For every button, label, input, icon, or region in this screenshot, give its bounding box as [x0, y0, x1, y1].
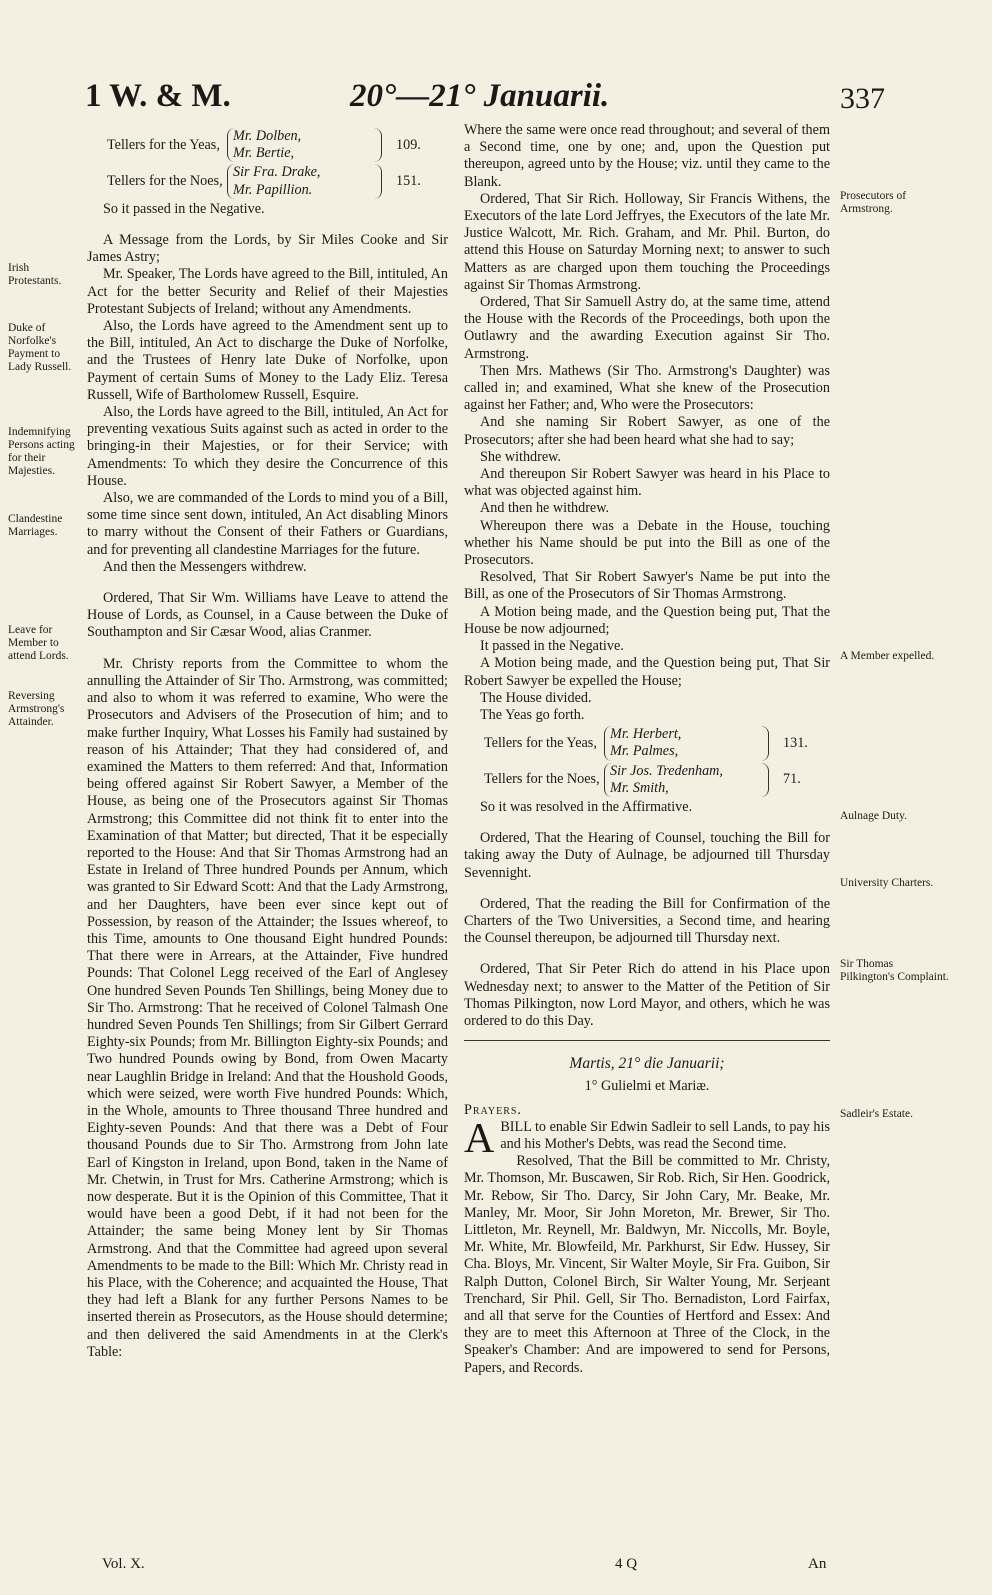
- paragraph: Ordered, That Sir Rich. Holloway, Sir Francis Withens, the Executors of the late Lord Jeffryes, the Executors of the late Mr. Justice Walcott, Mr. Rich. Graham, and Mr. Phil. Burton, do attend this House on Saturday Morning next; to answer to such Matters as are charged upon them touching the Proceedings against Sir Thomas Armstrong.: [464, 190, 830, 293]
- paragraph: She withdrew.: [480, 448, 562, 465]
- paragraph: Also, we are commanded of the Lords to mind you of a Bill, some time since sent down, intituled, An Act disabling Minors to marry without the Consent of their Fathers or Guardians, and for preventing all clandestine Marriages for the future.: [87, 490, 448, 558]
- page-number: 337: [840, 82, 885, 115]
- date-heading: Martis, 21° die Januarii;: [569, 1055, 725, 1073]
- margin-note-irish: Irish Protestants.: [8, 262, 62, 287]
- tellers-noes-1: Tellers for the Noes, Sir Fra. Drake, Mr. Papillion. 151.: [107, 164, 421, 198]
- paragraph: A Motion being made, and the Question being put, That Sir Robert Sawyer be expelled the House;: [464, 655, 830, 689]
- paragraph: Where the same were once read throughout; and several of them a Second time, one by one; and, upon the Question put thereupon, agreed unto by the House; viz. until they came to the Blank.: [464, 122, 830, 190]
- paragraph: Whereupon there was a Debate in the House, touching whether his Name should be put into the Bill as one of the Prosecutors.: [464, 517, 830, 569]
- page-header: [85, 78, 885, 118]
- left-column: [87, 126, 448, 1361]
- paragraph: And then he withdrew.: [480, 500, 610, 517]
- signature-mark: 4 Q: [615, 1556, 638, 1572]
- paragraph: A Message from the Lords, by Sir Miles Cooke and Sir James Astry;: [87, 232, 448, 266]
- margin-note-norfolke: Duke of Norfolke's Payment to Lady Russell.: [8, 322, 72, 373]
- paragraph: Ordered, That the Hearing of Counsel, touching the Bill for taking away the Duty of Aulnage, be adjourned till Thursday Sevennight.: [464, 830, 830, 881]
- margin-note-pilkington: Sir Thomas Pilkington's Complaint.: [840, 958, 949, 983]
- paragraph: So it passed in the Negative.: [103, 200, 265, 217]
- paragraph: Ordered, That Sir Wm. Williams have Leave to attend the House of Lords, as Counsel, in a Cause between the Duke of Southampton and Sir Cæsar Wood, alias Cranmer.: [87, 590, 448, 641]
- paragraph: Ordered, That Sir Peter Rich do attend in his Place upon Wednesday next; to answer to the Matter of the Petition of Sir Thomas Pilkington, now Lord Mayor, and others, which he was ordered to do this Day.: [464, 961, 830, 1029]
- paragraph: Mr. Speaker, The Lords have agreed to the Bill, intituled, An Act for the better Security and Relief of their Majesties Protestant Subjects of Ireland; without any Amendments.: [87, 266, 448, 317]
- paragraph: It passed in the Negative.: [480, 638, 624, 655]
- margin-note-leave: Leave for Member to attend Lords.: [8, 624, 69, 662]
- paragraph: Resolved, That the Bill be committed to Mr. Christy, Mr. Thomson, Mr. Buscawen, Sir Rob. Rich, Sir Hen. Goodrick, Mr. Rebow, Sir Tho. Darcy, Sir John Cary, Mr. Beake, Mr. Manley, Mr. Moor, Sir John Moreton, Mr. Brewer, Sir Tho. Littleton, Mr. Reynell, Mr. Baldwyn, Mr. Niccolls, Mr. Boyle, Mr. White, Mr. Blowfeild, Mr. Parkhurst, Sir Edw. Hussey, Sir Cha. Bloys, Mr. Vincent, Sir Walter Moyle, Sir Fra. Guibon, Sir Ralph Dutton, Colonel Birch, Sir Walter Young, Mr. Serjeant Trenchard, Sir Phil. Gell, Sir Tho. Bernadiston, Lord Fairfax, and all that serve for the Counties of Hertford and Essex: And they are to meet this Afternoon at Three of the Clock, in the Speaker's Chamber: And are impowered to send for Persons, Papers, and Records.: [464, 1153, 830, 1376]
- tellers-yeas-2: Tellers for the Yeas, Mr. Herbert, Mr. Palmes, 131.: [484, 726, 808, 760]
- header-date: 20°—21° Januarii.: [350, 78, 610, 114]
- paragraph: And then the Messengers withdrew.: [103, 558, 307, 575]
- margin-note-clandestine: Clandestine Marriages.: [8, 513, 63, 538]
- tellers-yeas-1: Tellers for the Yeas, Mr. Dolben, Mr. Bertie, 109.: [107, 128, 421, 162]
- prayers-heading: Prayers.: [464, 1101, 522, 1118]
- paragraph: Resolved, That Sir Robert Sawyer's Name be put into the Bill, as one of the Prosecutors of Sir Thomas Armstrong.: [464, 569, 830, 603]
- paragraph: Mr. Christy reports from the Committee to whom the annulling the Attainder of Sir Tho. Armstrong, was committed; and also to whom it was referred to examine, Who were the Prosecutors and Advisers of the Prosecution of him; and to make further Inquiry, What Losses his Family had sustained by reason of his Attainder; That they had considered of, and examined the Matters to them referred: And that, Information being offered against Sir Robert Sawyer, a Member of the House, as being one of the Prosecutors against Sir Thomas Armstrong; this Committee did not think fit to enter into the Examination of that Matter; but directed, That it be especially reported to the House: And that Sir Thomas Armstrong had an Estate in Ireland of Three hundred Pounds per Annum, which was granted to Sir Edward Scott: And that the Lady Armstrong, and her Daughters, have been ever since kept out of Possession, by reason of the Attainder; the Issues whereof, to this Time, amounts to One thousand Eight hundred Pounds: That there were in Arrears, at the Attainder, Five hundred Pounds: That Colonel Legg received of the Earl of Anglesey One hundred Seven Pounds Ten Shillings, being Money due to Sir Tho. Armstrong: That he received of Colonel Talmash One hundred Seven Pounds Ten Shillings; from Sir Gilbert Gerrard Eighty-six Pounds; from Mr. Billington Eighty-six Pounds; and Two hundred Pounds owing by Bond, from Owen Macarty near Laughlin Bridge in Ireland: And that the Houshold Goods, which were seized, were worth Five hundred Pounds: Which, in the Whole, amounts to Three thousand Three hundred and Eighty-seven Pounds: And that there was a Debt of Four thousand Pounds due to Sir Tho. Armstrong from John late Earl of Kingston in Ireland, upon Bond, taken in the Name of Mr. Chetwin, in Trust for Mrs. Catherine Armstrong; which is now desperate. But it is the Opinion of this Committee, That it would have been a good Debt, if it had not been for the Attainder; the same being Money lent by Sir Thomas Armstrong. And that the Committee had agreed upon several Amendments to be made to the Bill: Which Mr. Christy read in his Place, with the Coherence; and acquainted the House, That they had left a Blank for any further Persons Names to be inserted therein as Prosecutors, as the House should determine; and then delivered the said Amendments in at the Clerk's Table:: [87, 655, 448, 1360]
- paragraph: And she naming Sir Robert Sawyer, as one of the Prosecutors; after she had been heard what she had to say;: [464, 414, 830, 448]
- paragraph: Also, the Lords have agreed to the Bill, intituled, An Act for preventing vexatious Suits against such as acted in order to the bringing-in their Majesties, or for their Service; with Amendments: To which they desire the Concurrence of this House.: [87, 404, 448, 489]
- paragraph: Ordered, That the reading the Bill for Confirmation of the Charters of the Two Universities, a Second time, and hearing the Counsel thereupon, be adjourned till Thursday next.: [464, 895, 830, 947]
- paragraph: The House divided.: [480, 689, 592, 706]
- regnal-year: 1 W. & M.: [85, 78, 231, 114]
- margin-note-prosecutors: Prosecutors of Armstrong.: [840, 190, 907, 215]
- tellers-noes-2: Tellers for the Noes, Sir Jos. Tredenham, Mr. Smith, 71.: [484, 762, 801, 796]
- paragraph: A Motion being made, and the Question being put, That the House be now adjourned;: [464, 603, 830, 637]
- right-column: [464, 122, 830, 1377]
- paragraph: The Yeas go forth.: [480, 706, 585, 723]
- paragraph: So it was resolved in the Affirmative.: [480, 798, 693, 815]
- margin-note-expelled: A Member expelled.: [840, 650, 935, 662]
- paragraph: Then Mrs. Mathews (Sir Tho. Armstrong's Daughter) was called in; and examined, What she knew of the Prosecution against her Father; and, Who were the Prosecutors:: [464, 362, 830, 414]
- paragraph: Ordered, That Sir Samuell Astry do, at the same time, attend the House with the Records of the Proceedings, both upon the Outlawry and the awarding Execution against Sir Tho. Armstrong.: [464, 294, 830, 362]
- volume-mark: Vol. X.: [102, 1556, 145, 1572]
- paragraph: Also, the Lords have agreed to the Amendment sent up to the Bill, intituled, An Act to discharge the Duke of Norfolke, and the Trustees of Henry late Duke of Norfolke, upon Payment of certain Sums of Money to the Lady Eliz. Teresa Russell, Wife of Bartholomew Russell, Esquire.: [87, 318, 448, 403]
- regnal-heading: 1° Gulielmi et Mariæ.: [584, 1078, 710, 1095]
- margin-note-sadleir: Sadleir's Estate.: [840, 1108, 913, 1120]
- margin-note-indemnifying: Indemnifying Persons acting for their Majesties.: [8, 426, 75, 477]
- section-divider: [464, 1040, 830, 1041]
- margin-note-reversing: Reversing Armstrong's Attainder.: [8, 690, 65, 728]
- catchword: An: [808, 1556, 827, 1572]
- paragraph: ABILL to enable Sir Edwin Sadleir to sell Lands, to pay his and his Mother's Debts, was read the Second time.: [464, 1115, 830, 1162]
- margin-note-aulnage: Aulnage Duty.: [840, 810, 907, 822]
- paragraph: And thereupon Sir Robert Sawyer was heard in his Place to what was objected against him.: [464, 466, 830, 500]
- drop-cap: A: [464, 1115, 495, 1162]
- margin-note-university: University Charters.: [840, 877, 934, 889]
